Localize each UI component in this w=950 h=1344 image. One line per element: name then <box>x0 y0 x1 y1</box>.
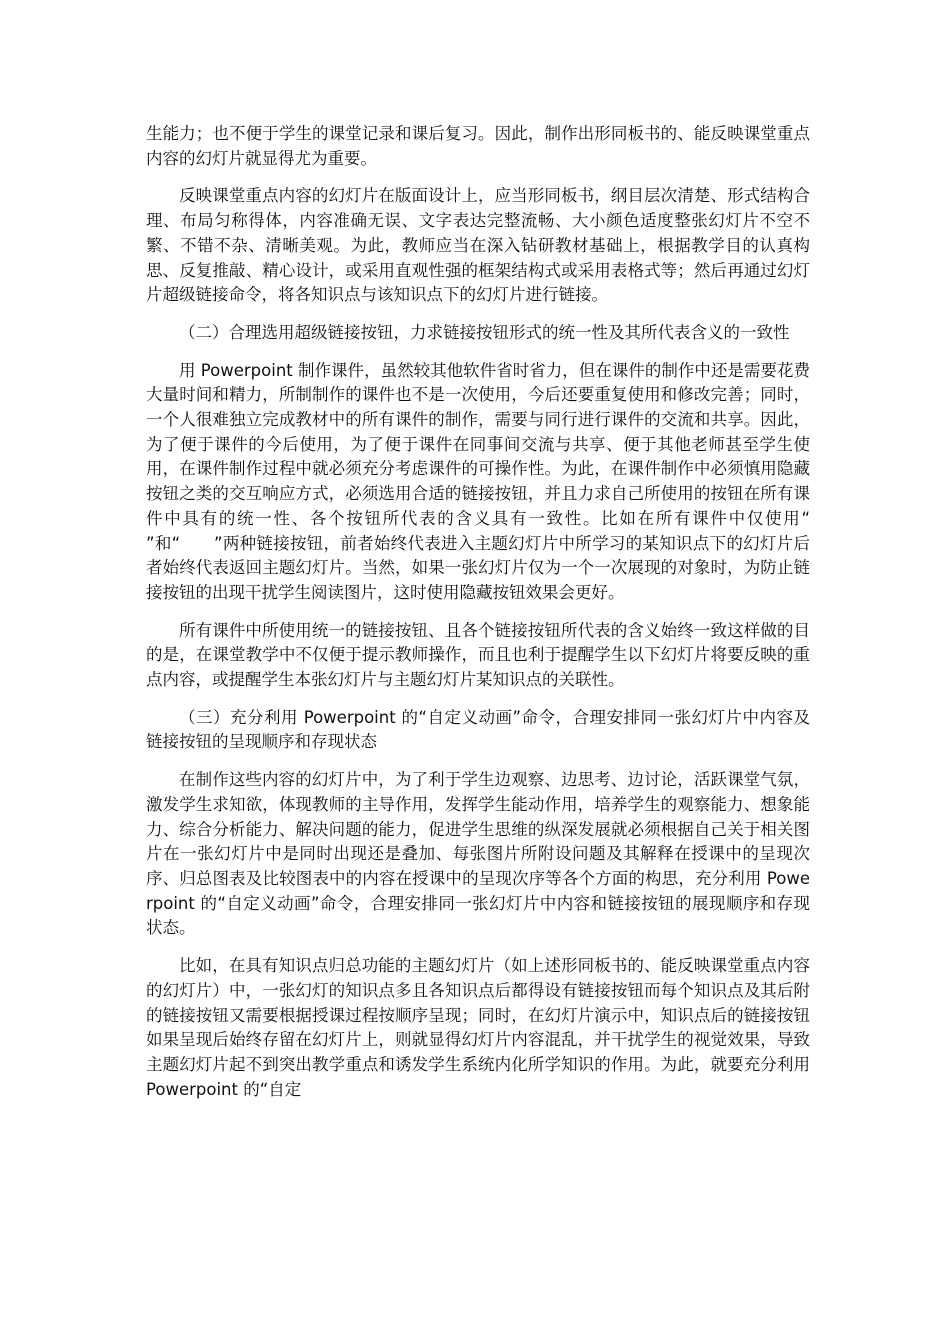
paragraph-continuation: 生能力；也不便于学生的课堂记录和课后复习。因此，制作出形同板书的、能反映课堂重点内容的幻灯片就显得尤为重要。 <box>146 124 810 168</box>
section-heading-3: （三）充分利用 Powerpoint 的“自定义动画”命令，合理安排同一张幻灯片中内容及链接按钮的呈现顺序和存现状态 <box>146 707 810 752</box>
paragraph-slide-design: 反映课堂重点内容的幻灯片在版面设计上，应当形同板书，纲目层次清楚、形式结构合理、布局匀称得体，内容准确无误、文字表达完整流畅、大小颜色适度整张幻灯片不空不繁、不错不杂、清晰美观。为此，教师应当在深入钻研教材基础上，根据教学目的认真构思、反复推敲、精心设计，或采用直观性强的框架结构式或采用表格式等；然后再通过幻灯片超级链接命令，将各知识点与该知识点下的幻灯片进行链接。 <box>146 186 810 305</box>
section-heading-2: （二）合理选用超级链接按钮，力求链接按钮形式的统一性及其所代表含义的一致性 <box>179 322 790 342</box>
paragraph-example: 比如，在具有知识点归总功能的主题幻灯片（如上述形同板书的、能反映课堂重点内容的幻灯片）中，一张幻灯的知识点多且各知识点后都得设有链接按钮而每个知识点及其后附的链接按钮又需要根据授课过程按顺序呈现；同时，在幻灯片演示中，知识点后的链接按钮如果呈现后始终存留在幻灯片上，则就显得幻灯片内容混乱，并干扰学生的视觉效果，导致主题幻灯片起不到突出教学重点和诱发学生系统内化所学知识的作用。为此，就要充分利用 Powerpoint 的“自定 <box>146 956 810 1099</box>
document-body <box>146 122 843 1115</box>
paragraph-powerpoint-courseware: 用 Powerpoint 制作课件，虽然较其他软件省时省力，但在课件的制作中还是需要花费大量时间和精力，所制制作的课件也不是一次使用，今后还要重复使用和修改完善；同时，一个人很难独立完成教材中的所有课件的制作，需要与同行进行课件的交流和共享。因此，为了便于课件的今后使用，为了便于课件在同事间交流与共享、便于其他老师甚至学生使用，在课件制作过程中就必须充分考虑课件的可操作性。为此，在课件制作中必须慎用隐藏按钮之类的交互响应方式，必须选用合适的链接按钮，并且力求自己所使用的按钮在所有课件中具有的统一性、各个按钮所代表的含义具有一致性。比如在所有课件中仅使用“ ”和“ ”两种链接按钮，前者始终代表进入主题幻灯片中所学习的某知识点下的幻灯片后者始终代表返回主题幻灯片。当然，如果一张幻灯片仅为一个一次展现的对象时，为防止链接按钮的出现干扰学生阅读图片，这时使用隐藏按钮效果会更好。 <box>146 360 843 602</box>
paragraph-custom-animation: 在制作这些内容的幻灯片中，为了利于学生边观察、边思考、边讨论，活跃课堂气氛，激发学生求知欲，体现教师的主导作用，发挥学生能动作用，培养学生的观察能力、想象能力、综合分析能力、解决问题的能力，促进学生思维的纵深发展就必须根据自己关于相关图片在一张幻灯片中是同时出现还是叠加、每张图片所附设问题及其解释在授课中的呈现次序、归总图表及比较图表中的内容在授课中的呈现次序等各个方面的构思，充分利用 Powerpoint 的“自定义动画”命令，合理安排同一张幻灯片中内容和链接按钮的展现顺序和存现状态。 <box>146 770 810 938</box>
paragraph-unified-buttons: 所有课件中所使用统一的链接按钮、且各个链接按钮所代表的含义始终一致这样做的目的是，在课堂教学中不仅便于提示教师操作，而且也利于提醒学生以下幻灯片将要反映的重点内容，或提醒学生本张幻灯片与主题幻灯片某知识点的关联性。 <box>146 620 810 690</box>
